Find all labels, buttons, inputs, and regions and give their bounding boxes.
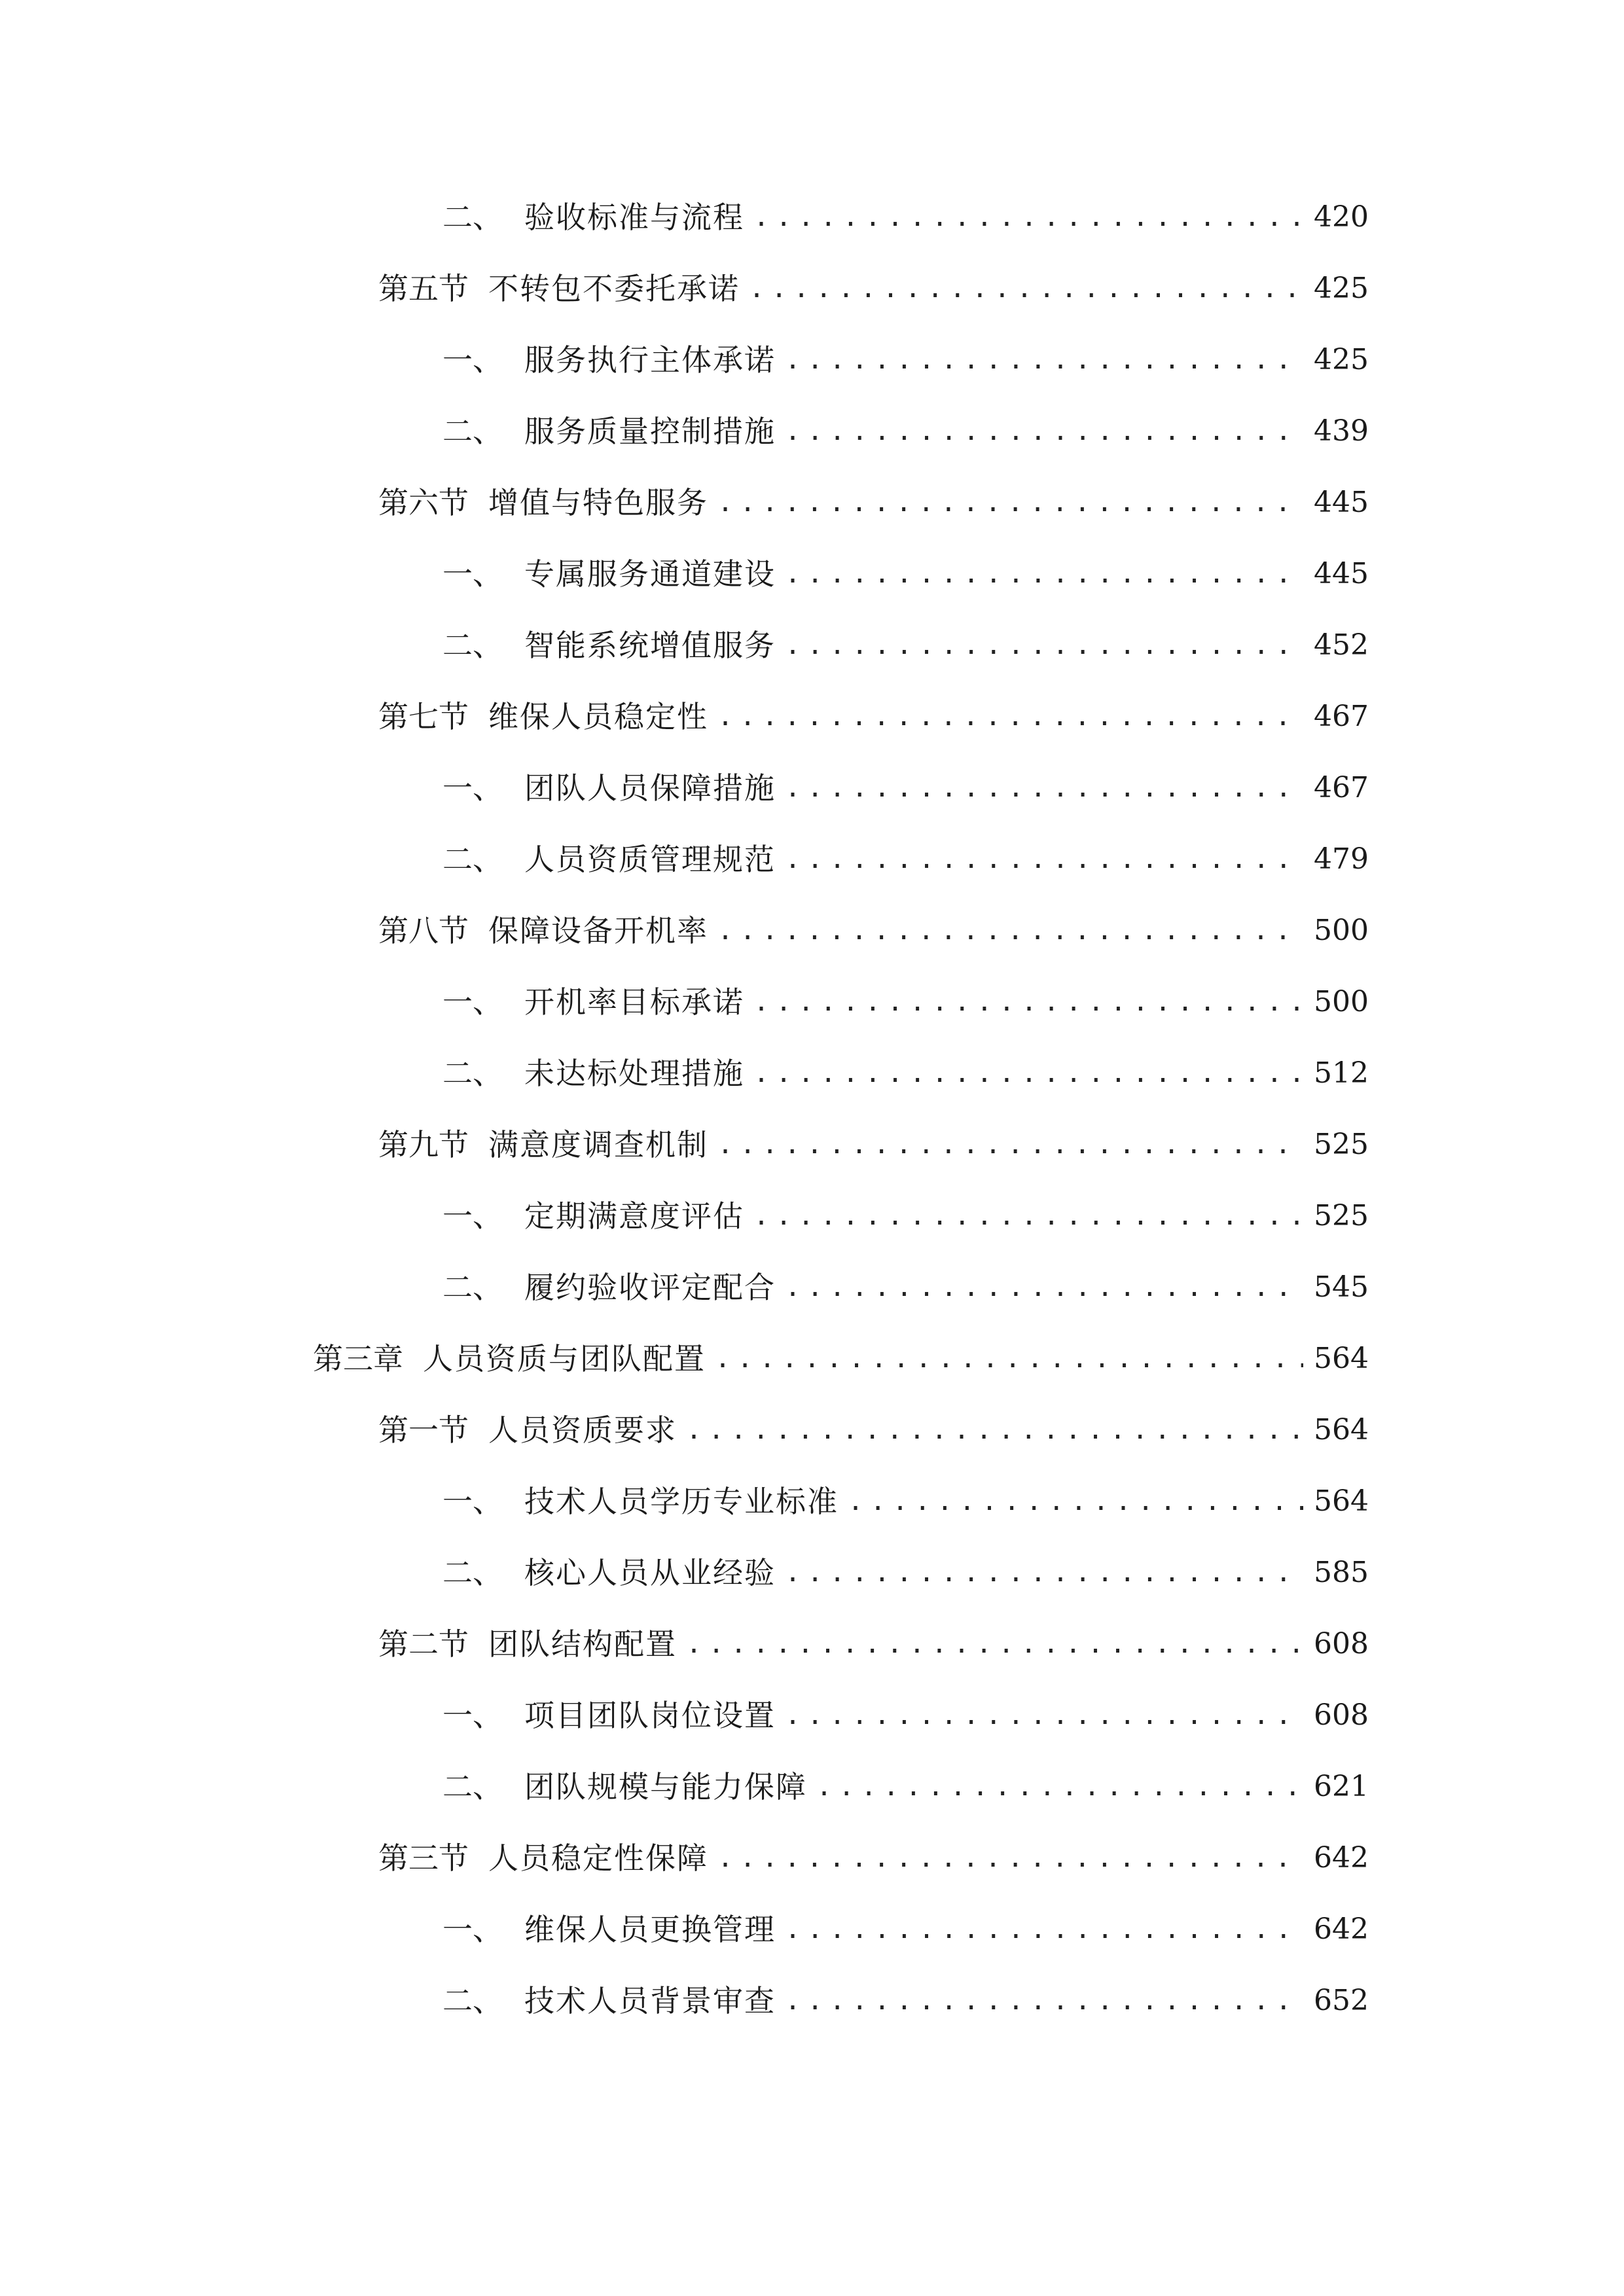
- toc-entry-title: 满意度调查机制: [488, 1127, 708, 1162]
- toc-dot-leader: [717, 691, 1303, 743]
- toc-entry-title: 人员资质管理规范: [524, 842, 776, 877]
- toc-entry-title: 维保人员更换管理: [524, 1912, 776, 1947]
- toc-entry[interactable]: [378, 1618, 1369, 1670]
- toc-entry-number: 一、: [442, 984, 503, 1020]
- toc-page-number: 525: [1314, 1128, 1369, 1161]
- toc-entry-number: 一、: [442, 1698, 503, 1733]
- toc-entry-title: 专属服务通道建设: [524, 556, 776, 592]
- toc-entry[interactable]: [378, 1832, 1369, 1884]
- toc-page-number: 564: [1314, 1342, 1369, 1375]
- toc-entry-number: 一、: [442, 770, 503, 806]
- toc-dot-leader: [753, 191, 1303, 243]
- toc-entry[interactable]: [442, 334, 1369, 386]
- toc-entry-number: 第三章: [313, 1341, 403, 1376]
- toc-dot-leader: [785, 1547, 1303, 1599]
- toc-entry-title: 未达标处理措施: [524, 1056, 744, 1091]
- toc-entry-title: 项目团队岗位设置: [524, 1698, 776, 1733]
- toc-entry-title: 智能系统增值服务: [524, 628, 776, 663]
- toc-dot-leader: [785, 1903, 1303, 1956]
- toc-entry-title: 技术人员学历专业标准: [524, 1484, 839, 1519]
- toc-entry-number: 第一节: [378, 1412, 469, 1448]
- toc-dot-leader: [785, 405, 1303, 457]
- toc-entry[interactable]: [442, 1261, 1369, 1314]
- toc-entry[interactable]: [442, 1475, 1369, 1528]
- toc-entry[interactable]: [378, 1404, 1369, 1456]
- toc-entry[interactable]: [442, 976, 1369, 1028]
- toc-dot-leader: [848, 1475, 1303, 1528]
- toc-dot-leader: [753, 1047, 1303, 1100]
- toc-entry[interactable]: [442, 1190, 1369, 1242]
- toc-entry-title: 履约验收评定配合: [524, 1270, 776, 1305]
- toc-entry-number: 第二节: [378, 1626, 469, 1662]
- toc-entry-title: 增值与特色服务: [488, 485, 708, 520]
- toc-entry-number: 二、: [442, 1769, 503, 1804]
- toc-entry-title: 技术人员背景审查: [524, 1983, 776, 2018]
- toc-dot-leader: [785, 762, 1303, 814]
- toc-entry[interactable]: [442, 1547, 1369, 1599]
- toc-dot-leader: [715, 1333, 1303, 1385]
- toc-page-number: 445: [1314, 486, 1369, 519]
- toc-entry-number: 第八节: [378, 913, 469, 948]
- toc-entry-title: 团队规模与能力保障: [524, 1769, 807, 1804]
- toc-entry-number: 一、: [442, 342, 503, 378]
- toc-page-number: 545: [1314, 1270, 1369, 1304]
- toc-entry[interactable]: [378, 691, 1369, 743]
- toc-entry-title: 不转包不委托承诺: [488, 271, 740, 306]
- toc-entry-title: 开机率目标承诺: [524, 984, 744, 1020]
- toc-entry[interactable]: [442, 762, 1369, 814]
- toc-page-number: 608: [1314, 1627, 1369, 1660]
- toc-entry-number: 第三节: [378, 1840, 469, 1876]
- toc-page-number: 642: [1314, 1912, 1369, 1946]
- toc-page-number: 585: [1314, 1556, 1369, 1589]
- toc-entry-number: 第七节: [378, 699, 469, 734]
- toc-entry-title: 维保人员稳定性: [488, 699, 708, 734]
- toc-dot-leader: [785, 1261, 1303, 1314]
- toc-entry-number: 一、: [442, 1198, 503, 1234]
- toc-dot-leader: [785, 548, 1303, 600]
- toc-entry-number: 二、: [442, 1555, 503, 1590]
- toc-dot-leader: [785, 619, 1303, 672]
- toc-entry-title: 人员稳定性保障: [488, 1840, 708, 1876]
- toc-entry-title: 人员资质与团队配置: [423, 1341, 706, 1376]
- toc-entry-number: 二、: [442, 1056, 503, 1091]
- toc-dot-leader: [785, 1975, 1303, 2027]
- toc-page-number: 452: [1314, 628, 1369, 662]
- toc-dot-leader: [749, 262, 1303, 315]
- toc-entry-number: 二、: [442, 1983, 503, 2018]
- toc-entry[interactable]: [442, 1689, 1369, 1742]
- toc-entry[interactable]: [442, 1047, 1369, 1100]
- toc-dot-leader: [785, 833, 1303, 886]
- toc-entry-number: 二、: [442, 842, 503, 877]
- toc-entry[interactable]: [442, 548, 1369, 600]
- toc-page-number: 621: [1314, 1770, 1369, 1803]
- toc-entry-number: 二、: [442, 628, 503, 663]
- toc-page-number: 608: [1314, 1698, 1369, 1732]
- toc-entry-title: 人员资质要求: [488, 1412, 677, 1448]
- toc-entry-title: 团队人员保障措施: [524, 770, 776, 806]
- toc-dot-leader: [785, 334, 1303, 386]
- toc-entry[interactable]: [442, 1761, 1369, 1813]
- toc-dot-leader: [753, 976, 1303, 1028]
- toc-entry[interactable]: [378, 476, 1369, 529]
- toc-entry-number: 二、: [442, 414, 503, 449]
- toc-page-number: 439: [1314, 414, 1369, 448]
- toc-entry-title: 服务执行主体承诺: [524, 342, 776, 378]
- toc-entry-title: 定期满意度评估: [524, 1198, 744, 1234]
- toc-page-number: 500: [1314, 985, 1369, 1018]
- toc-page-number: 420: [1314, 200, 1369, 234]
- toc-entry[interactable]: [442, 1903, 1369, 1956]
- toc-dot-leader: [717, 476, 1303, 529]
- toc-entry-number: 第五节: [378, 271, 469, 306]
- toc-dot-leader: [717, 905, 1303, 957]
- toc-page-number: 500: [1314, 914, 1369, 947]
- toc-entry-title: 服务质量控制措施: [524, 414, 776, 449]
- toc-entry-title: 团队结构配置: [488, 1626, 677, 1662]
- toc-entry-number: 第九节: [378, 1127, 469, 1162]
- toc-entry-number: 第六节: [378, 485, 469, 520]
- toc-page-number: 525: [1314, 1199, 1369, 1232]
- toc-page-number: 425: [1314, 272, 1369, 305]
- toc-entry-title: 核心人员从业经验: [524, 1555, 776, 1590]
- toc-entry[interactable]: [378, 262, 1369, 315]
- toc-entry[interactable]: [378, 1119, 1369, 1171]
- toc-dot-leader: [785, 1689, 1303, 1742]
- toc-page-number: 642: [1314, 1841, 1369, 1874]
- toc-entry[interactable]: [442, 619, 1369, 672]
- toc-dot-leader: [816, 1761, 1303, 1813]
- toc-entry-title: 验收标准与流程: [524, 200, 744, 235]
- toc-dot-leader: [717, 1832, 1303, 1884]
- toc-page-number: 479: [1314, 842, 1369, 876]
- toc-entry[interactable]: [442, 833, 1369, 886]
- toc-dot-leader: [686, 1618, 1303, 1670]
- toc-page-number: 467: [1314, 700, 1369, 733]
- toc-page-number: 425: [1314, 343, 1369, 376]
- toc-dot-leader: [753, 1190, 1303, 1242]
- toc-entry-title: 保障设备开机率: [488, 913, 708, 948]
- toc-entry-number: 一、: [442, 1484, 503, 1519]
- toc-dot-leader: [686, 1404, 1303, 1456]
- toc-entry[interactable]: [442, 1975, 1369, 2027]
- toc-entry-number: 二、: [442, 1270, 503, 1305]
- toc-entry-number: 一、: [442, 1912, 503, 1947]
- toc-entry[interactable]: [378, 905, 1369, 957]
- toc-entry[interactable]: [442, 405, 1369, 457]
- toc-entry[interactable]: [442, 191, 1369, 243]
- toc-entry[interactable]: [313, 1333, 1369, 1385]
- toc-page-number: 564: [1314, 1413, 1369, 1446]
- toc-page-number: 652: [1314, 1984, 1369, 2017]
- toc-page-number: 564: [1314, 1484, 1369, 1518]
- toc-entry-number: 二、: [442, 200, 503, 235]
- toc-page-number: 512: [1314, 1056, 1369, 1090]
- toc-page-number: 467: [1314, 771, 1369, 804]
- toc-entry-number: 一、: [442, 556, 503, 592]
- toc-page-number: 445: [1314, 557, 1369, 590]
- toc-dot-leader: [717, 1119, 1303, 1171]
